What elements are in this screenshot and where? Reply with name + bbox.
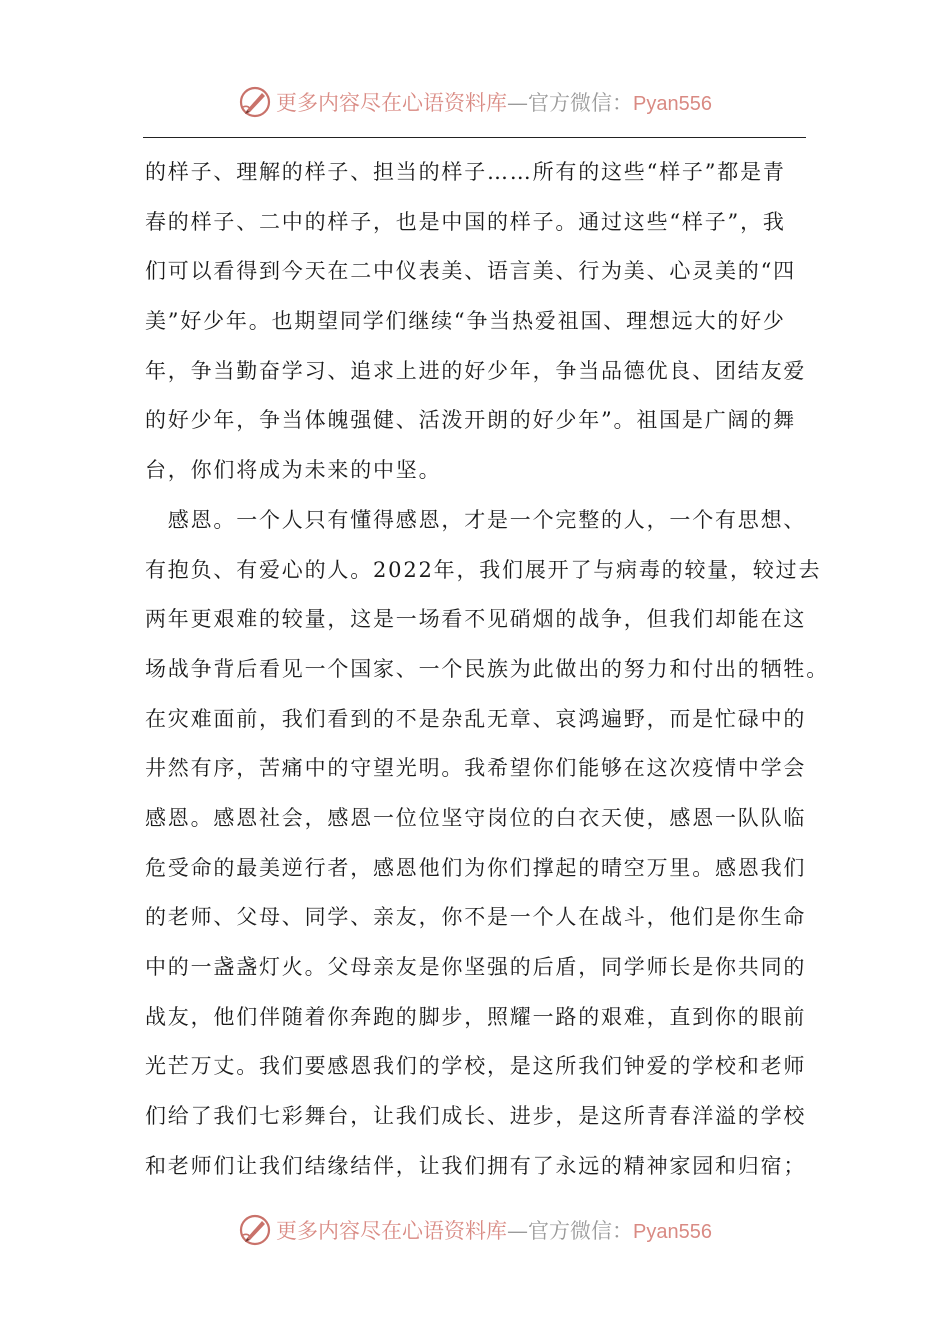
header-brand: 更多内容尽在心语资料库 xyxy=(276,91,508,115)
header-official: 官方微信： xyxy=(528,91,634,115)
text-line: 美”好少年。也期望同学们继续“争当热爱祖国、理想远大的好少 xyxy=(145,309,786,334)
text-line: 们给了我们七彩舞台，让我们成长、进步，是这所青春洋溢的学校 xyxy=(145,1104,807,1129)
text-line: 春的样子、二中的样子，也是中国的样子。通过这些“样子”，我 xyxy=(145,209,786,234)
text-line: 中的一盏盏灯火。父母亲友是你坚强的后盾，同学师长是你共同的 xyxy=(145,955,807,979)
footer-banner xyxy=(0,1208,950,1252)
document-body xyxy=(145,148,829,1191)
text-line: 的好少年，争当体魄强健、活泼开朗的好少年”。祖国是广阔的舞 xyxy=(145,408,796,433)
pen-circle-icon xyxy=(238,85,272,119)
text-line: 光芒万丈。我们要感恩我们的学校，是这所我们钟爱的学校和老师 xyxy=(145,1054,807,1079)
header-separator: — xyxy=(507,91,529,115)
footer-brand: 更多内容尽在心语资料库 xyxy=(276,1219,508,1243)
header-divider xyxy=(143,137,806,138)
footer-official: 官方微信： xyxy=(528,1219,634,1243)
header-wechat-id: Pyan556 xyxy=(633,93,712,115)
text-line: 的老师、父母、同学、亲友，你不是一个人在战斗，他们是你生命 xyxy=(145,905,807,930)
text-line: 感恩。一个人只有懂得感恩，才是一个完整的人，一个有思想、 xyxy=(145,507,807,532)
text-line: 们可以看得到今天在二中仪表美、语言美、行为美、心灵美的“四 xyxy=(145,259,796,284)
footer-text xyxy=(276,1215,712,1245)
text-line: 战友，他们伴随着你奔跑的脚步，照耀一路的艰难，直到你的眼前 xyxy=(145,1004,807,1029)
text-line: 危受命的最美逆行者，感恩他们为你们撑起的晴空万里。感恩我们 xyxy=(145,855,807,880)
text-line: 在灾难面前，我们看到的不是杂乱无章、哀鸿遍野，而是忙碌中的 xyxy=(145,706,807,731)
text-line: 场战争背后看见一个国家、一个民族为此做出的努力和付出的牺牲。 xyxy=(145,656,829,681)
text-line: 有抱负、有爱心的人。2022年，我们展开了与病毒的较量，较过去 xyxy=(145,557,822,582)
footer-separator: — xyxy=(507,1219,529,1243)
text-line: 台，你们将成为未来的中坚。 xyxy=(145,458,442,483)
text-line: 和老师们让我们结缘结伴，让我们拥有了永远的精神家园和归宿； xyxy=(145,1153,807,1178)
text-line: 的样子、理解的样子、担当的样子……所有的这些“样子”都是青 xyxy=(145,160,786,184)
text-line: 两年更艰难的较量，这是一场看不见硝烟的战争，但我们却能在这 xyxy=(145,607,807,632)
header-text xyxy=(276,87,712,117)
text-line: 感恩。感恩社会，感恩一位位坚守岗位的白衣天使，感恩一队队临 xyxy=(145,805,807,830)
footer-wechat-id: Pyan556 xyxy=(633,1221,712,1243)
text-line: 年，争当勤奋学习、追求上进的好少年，争当品德优良、团结友爱 xyxy=(145,358,807,383)
pen-circle-icon xyxy=(238,1213,272,1247)
header-banner xyxy=(0,80,950,124)
text-line: 井然有序，苦痛中的守望光明。我希望你们能够在这次疫情中学会 xyxy=(145,756,807,781)
